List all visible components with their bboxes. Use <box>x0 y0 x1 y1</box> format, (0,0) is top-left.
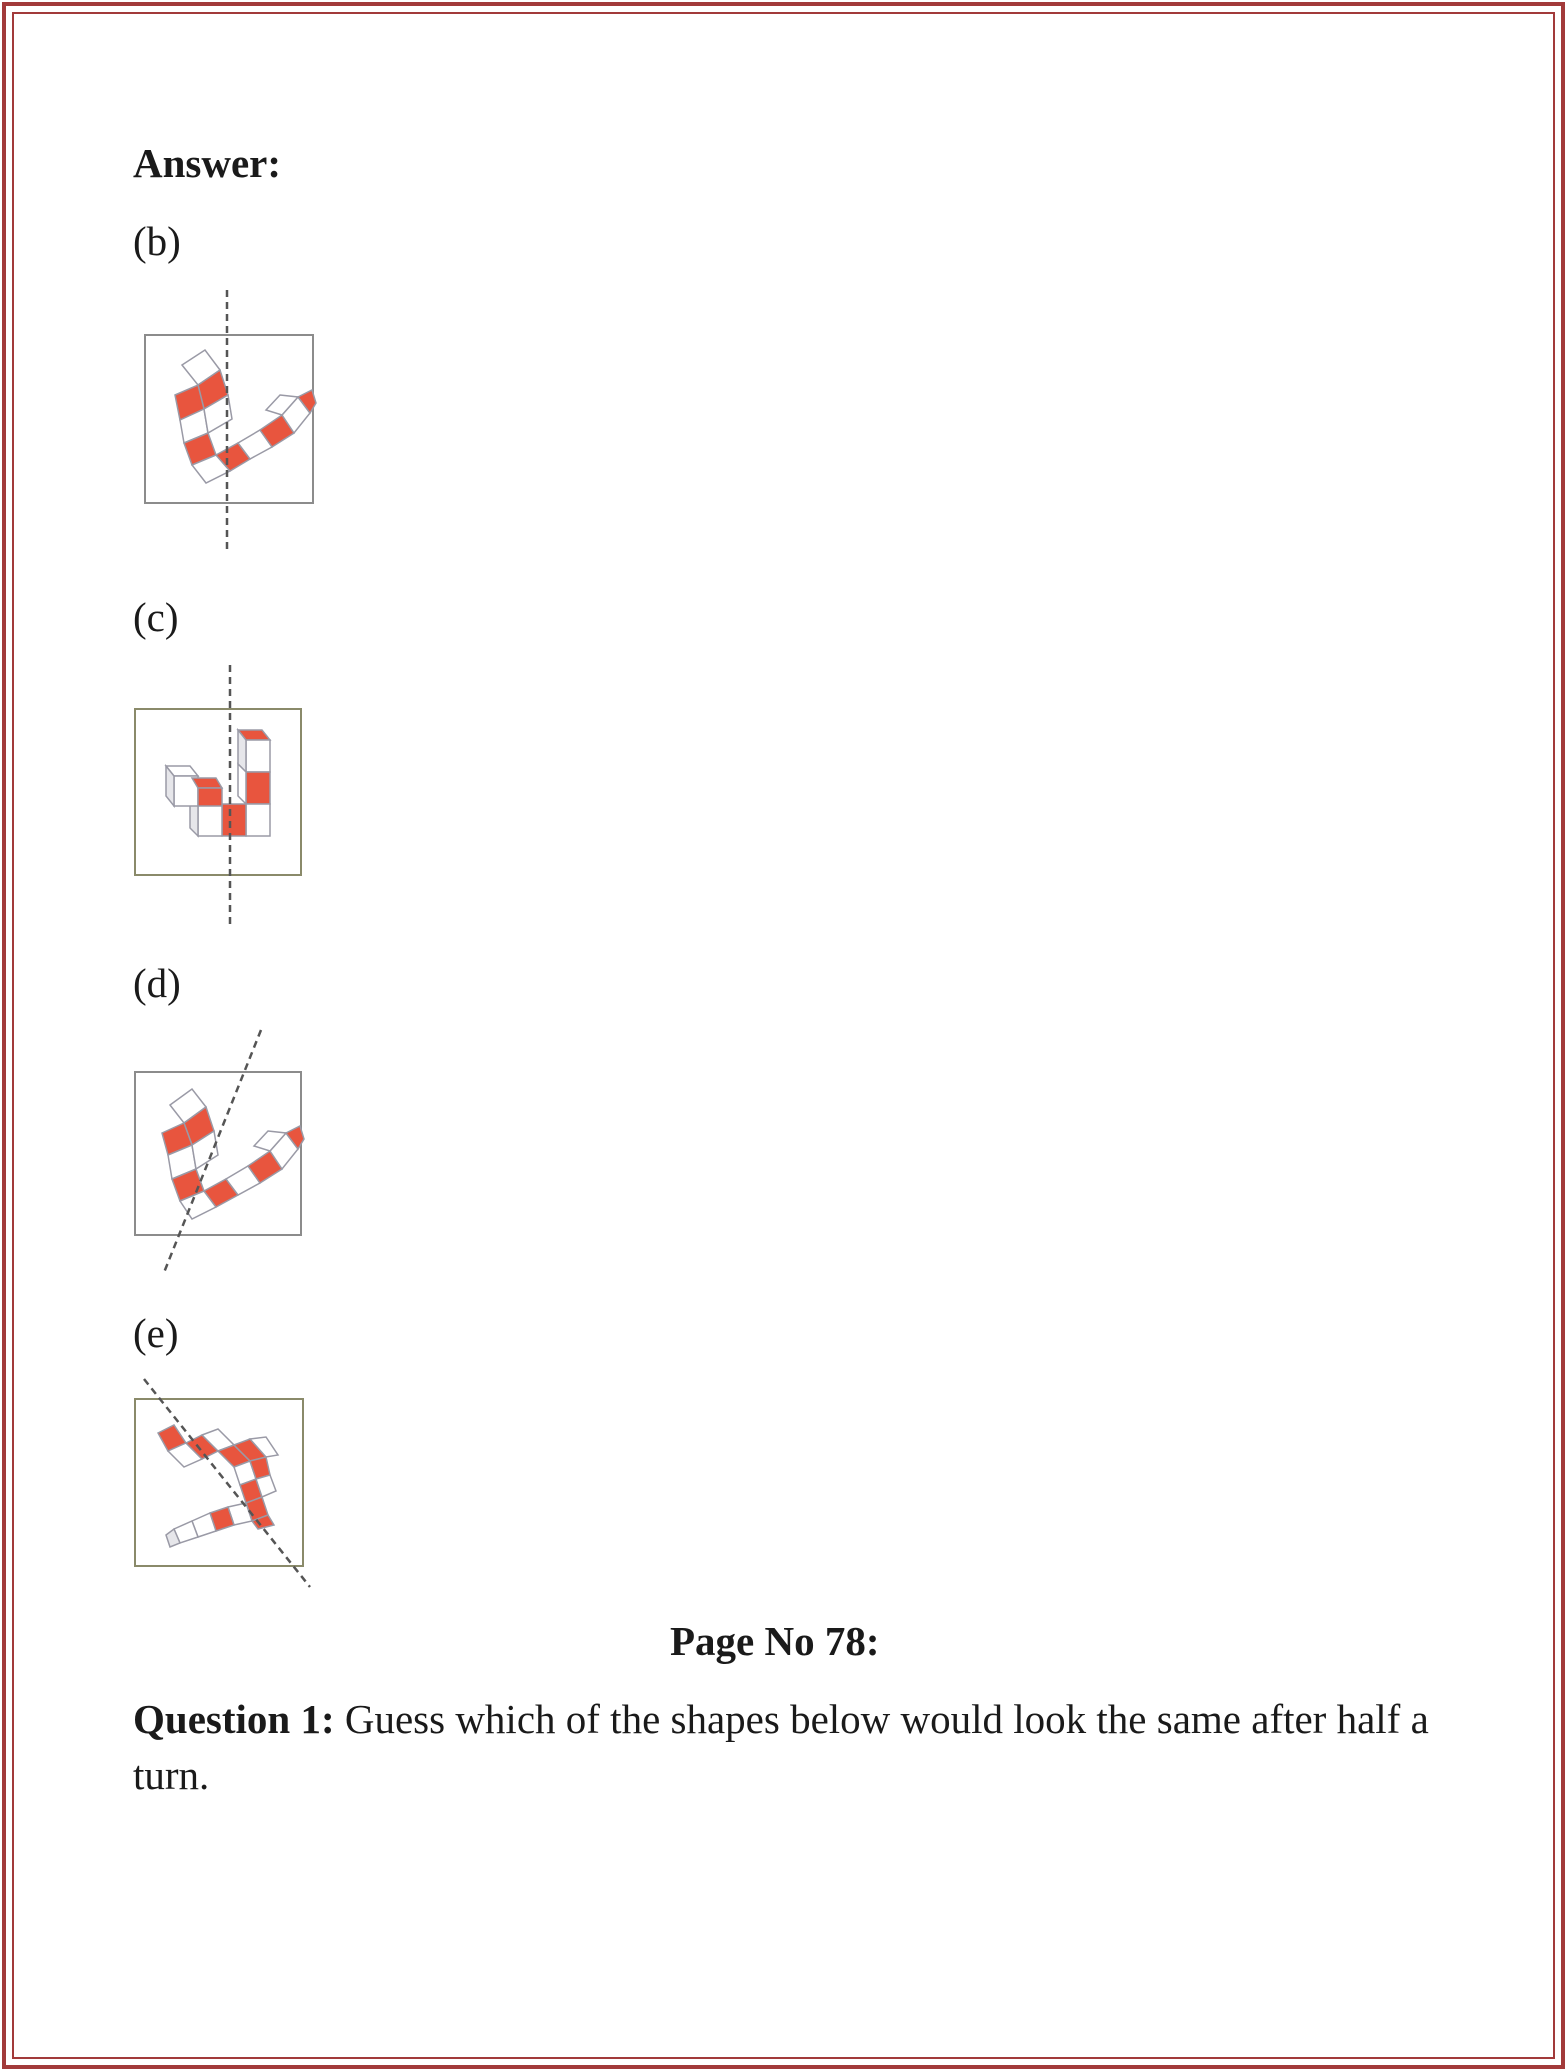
part-label-e: (e) <box>133 1310 179 1356</box>
question-1 <box>133 1691 1453 1803</box>
answer-heading: Answer: <box>133 140 282 186</box>
question-text: Guess which of the shapes below would look the same after half a turn. <box>133 1696 1429 1798</box>
part-label-c: (c) <box>133 594 179 640</box>
page-number: Page No 78: <box>670 1618 880 1664</box>
figure-d <box>130 1025 350 1295</box>
part-label-b: (b) <box>133 218 181 264</box>
question-label: Question 1: <box>133 1696 335 1742</box>
figure-c <box>130 660 350 930</box>
figure-e <box>130 1375 350 1595</box>
part-label-d: (d) <box>133 960 181 1006</box>
figure-b <box>130 285 350 555</box>
